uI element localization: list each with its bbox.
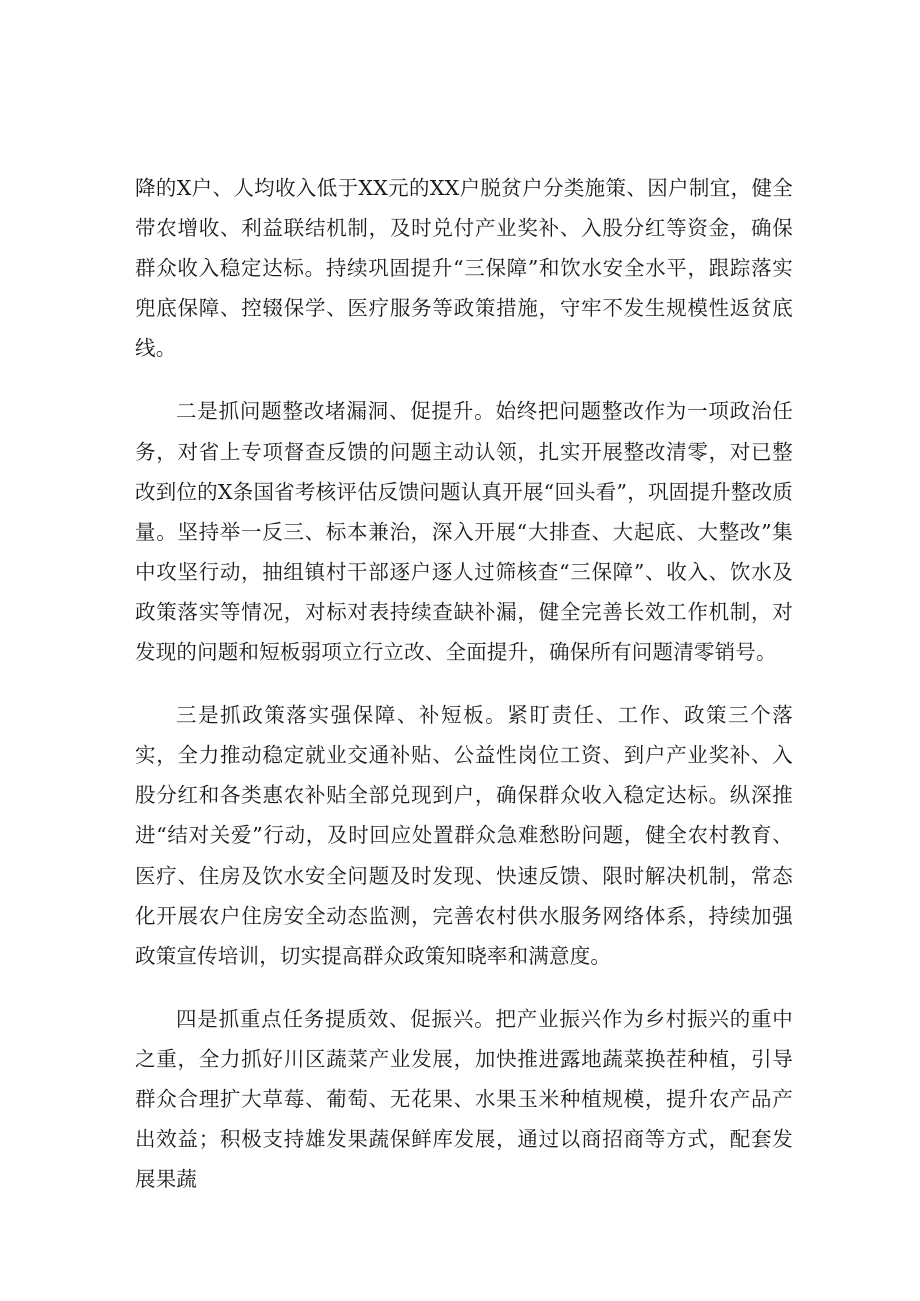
- paragraph-item-2: 二是抓问题整改堵漏洞、促提升。始终把问题整改作为一项政治任务，对省上专项督查反馈的问题主动认领，扎实开展整改清零，对已整改到位的X条国省考核评估反馈问题认真开展“回头看”，巩固提升整改质量。坚持举一反三、标本兼治，深入开展“大排查、大起底、大整改”集中攻坚行动，抽组镇村干部逐户逐人过筛核查“三保障”、收入、饮水及政策落实等情况，对标对表持续查缺补漏，健全完善长效工作机制，对发现的问题和短板弱项立行立改、全面提升，确保所有问题清零销号。: [135, 399, 793, 665]
- paragraph-item-4: 四是抓重点任务提质效、促振兴。把产业振兴作为乡村振兴的重中之重，全力抓好川区蔬菜产业发展，加快推进露地蔬菜换茬种植，引导群众合理扩大草莓、葡萄、无花果、水果玉米种植规模，提升农产品产出效益；积极支持雄发果蔬保鲜库发展，通过以商招商等方式，配套发展果蔬: [135, 1006, 793, 1192]
- paragraph-item-3: 三是抓政策落实强保障、补短板。紧盯责任、工作、政策三个落实，全力推动稳定就业交通补贴、公益性岗位工资、到户产业奖补、入股分红和各类惠农补贴全部兑现到户，确保群众收入稳定达标。纵深推进“结对关爱”行动，及时回应处置群众急难愁盼问题，健全农村教育、医疗、住房及饮水安全问题及时发现、快速反馈、限时解决机制，常态化开展农户住房安全动态监测，完善农村供水服务网络体系，持续加强政策宣传培训，切实提高群众政策知晓率和满意度。: [135, 703, 793, 968]
- document-body: [135, 168, 793, 1199]
- paragraph-continuation: 降的X户、人均收入低于XX元的XX户脱贫户分类施策、因户制宜，健全带农增收、利益联结机制，及时兑付产业奖补、入股分红等资金，确保群众收入稳定达标。持续巩固提升“三保障”和饮水安全水平，跟踪落实兜底保障、控辍保学、医疗服务等政策措施，守牢不发生规模性返贫底线。: [135, 176, 793, 361]
